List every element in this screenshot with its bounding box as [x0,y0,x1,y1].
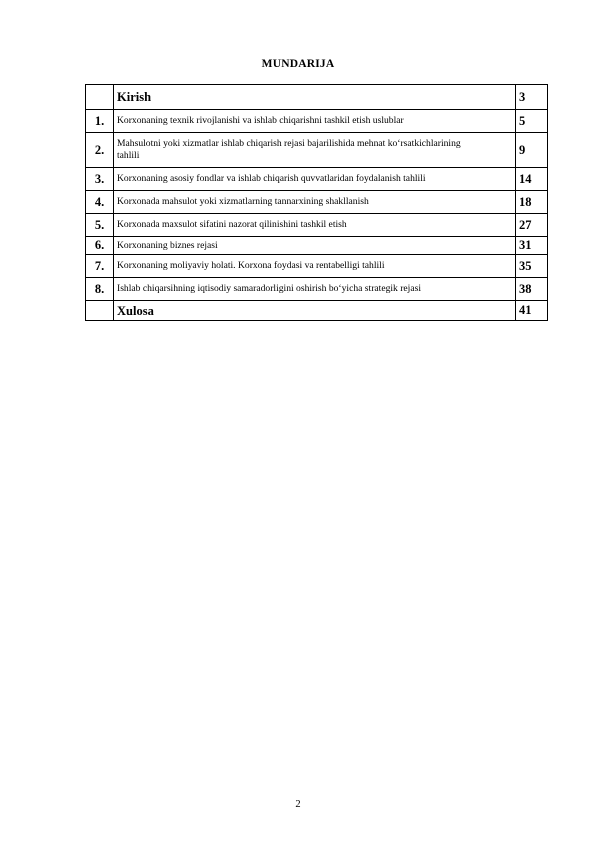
toc-row-title: Korxonaning asosiy fondlar va ishlab chiqarish quvvatlaridan foydalanish tahlili [114,168,516,191]
page-title: MUNDARIJA [261,58,335,70]
toc-row-title: Korxonaning biznes rejasi [114,237,516,255]
toc-row [86,214,548,237]
toc-row-page: 9 [516,133,548,168]
toc-row-page: 5 [516,110,548,133]
toc-row [86,191,548,214]
toc-row-page: 14 [516,168,548,191]
toc-row-page: 31 [516,237,548,255]
toc-row-page: 38 [516,278,548,301]
toc-row-title: Mahsulotni yoki xizmatlar ishlab chiqarish rejasi bajarilishida mehnat ko‘rsatkichlarining tahlili [114,133,516,168]
toc-row-title: Xulosa [114,301,516,321]
toc-row [86,237,548,255]
toc-row-title: Ishlab chiqarsihning iqtisodiy samaradorligini oshirish bo‘yicha strategik rejasi [114,278,516,301]
toc-row-number: 3. [86,168,114,191]
toc-row-page: 27 [516,214,548,237]
toc-row-page: 18 [516,191,548,214]
toc-row [86,255,548,278]
toc-row-title: Korxonada mahsulot yoki xizmatlarning tannarxining shakllanish [114,191,516,214]
toc-row-title: Kirish [114,85,516,110]
toc-row-number [86,301,114,321]
toc-row-number: 1. [86,110,114,133]
toc-row-number: 7. [86,255,114,278]
toc-row-title: Korxonaning moliyaviy holati. Korxona foydasi va rentabelligi tahlili [114,255,516,278]
toc-row-number: 5. [86,214,114,237]
toc-row-number: 6. [86,237,114,255]
toc-row [86,133,548,168]
toc-row-page: 41 [516,301,548,321]
toc-row-number: 4. [86,191,114,214]
toc-row [86,278,548,301]
toc-row-number: 8. [86,278,114,301]
toc-row-page: 3 [516,85,548,110]
toc-row-introduction [86,85,548,110]
page-number: 2 [295,799,301,810]
table-of-contents [85,84,548,321]
toc-row-conclusion [86,301,548,321]
toc-row-number: 2. [86,133,114,168]
toc-row-page: 35 [516,255,548,278]
toc-row [86,168,548,191]
toc-row-title: Korxonada maxsulot sifatini nazorat qilinishini tashkil etish [114,214,516,237]
toc-row-title: Korxonaning texnik rivojlanishi va ishlab chiqarishni tashkil etish uslublar [114,110,516,133]
toc-row-number [86,85,114,110]
toc-row [86,110,548,133]
